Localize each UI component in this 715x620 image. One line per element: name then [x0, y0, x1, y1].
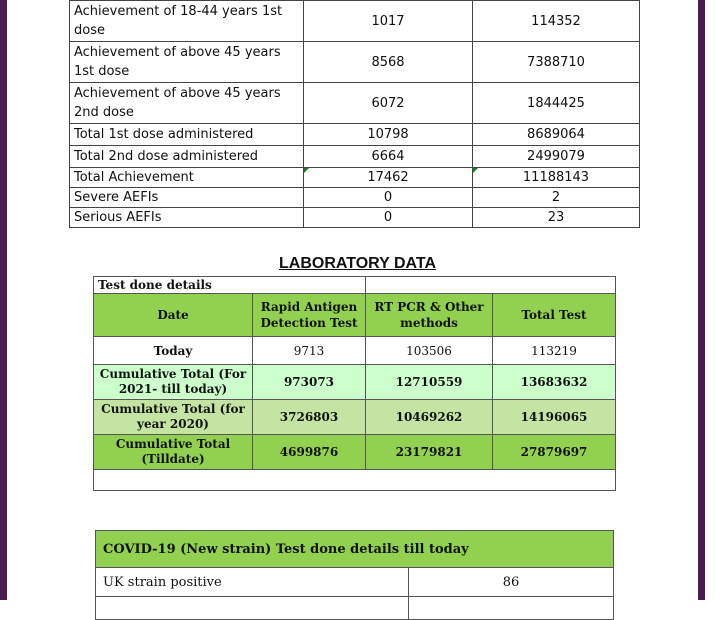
table-row	[94, 435, 616, 470]
row-label: UK strain positive	[96, 568, 409, 597]
new-strain-title: COVID-19 (New strain) Test done details till today	[96, 531, 614, 568]
table-row	[94, 400, 616, 435]
row-value-cumulative: 1844425	[473, 83, 640, 124]
table-row	[94, 365, 616, 400]
header-rapid-antigen: Rapid Antigen Detection Test	[253, 294, 366, 337]
table-caption-row	[94, 277, 616, 294]
table-row	[70, 124, 640, 146]
table-row	[70, 168, 640, 188]
laboratory-table	[93, 276, 616, 491]
row-value-today: 0	[304, 208, 473, 228]
test-done-caption: Test done details	[94, 277, 366, 294]
row-value-today: 17462	[304, 168, 473, 188]
row-value-cumulative: 23	[473, 208, 640, 228]
vaccination-table	[69, 0, 640, 228]
row-label: Achievement of above 45 years 2nd dose	[70, 83, 304, 124]
table-row	[94, 337, 616, 365]
empty-cell	[94, 470, 616, 491]
row-value-today: 0	[304, 188, 473, 208]
table-row	[70, 42, 640, 83]
row-label: Total Achievement	[70, 168, 304, 188]
table-header-row	[94, 294, 616, 337]
table-empty-row	[94, 470, 616, 491]
row-value-cumulative: 2499079	[473, 146, 640, 168]
header-rtpcr: RT PCR & Other methods	[366, 294, 493, 337]
table-row	[70, 208, 640, 228]
row-label: Total 1st dose administered	[70, 124, 304, 146]
new-strain-table	[95, 530, 614, 620]
table-row	[70, 83, 640, 124]
rapid-value: 9713	[253, 337, 366, 365]
row-value-cumulative: 2	[473, 188, 640, 208]
row-value-today: 10798	[304, 124, 473, 146]
row-value-today: 1017	[304, 1, 473, 42]
rtpcr-value: 23179821	[366, 435, 493, 470]
row-value-cumulative: 114352	[473, 1, 640, 42]
page-border-left	[0, 0, 7, 600]
rapid-value: 973073	[253, 365, 366, 400]
table-row	[70, 146, 640, 168]
header-total-test: Total Test	[493, 294, 616, 337]
caption-blank	[366, 277, 616, 294]
row-value: 86	[409, 568, 614, 597]
row-value-cumulative: 7388710	[473, 42, 640, 83]
row-label: Achievement of 18-44 years 1st dose	[70, 1, 304, 42]
rtpcr-value: 12710559	[366, 365, 493, 400]
row-label: Today	[94, 337, 253, 365]
table-row	[96, 568, 614, 597]
table-row	[70, 1, 640, 42]
header-date: Date	[94, 294, 253, 337]
rapid-value: 3726803	[253, 400, 366, 435]
total-value: 14196065	[493, 400, 616, 435]
row-label: Serious AEFIs	[70, 208, 304, 228]
row-label: Cumulative Total (For 2021- till today)	[94, 365, 253, 400]
row-label: Cumulative Total (for year 2020)	[94, 400, 253, 435]
page-border-right	[698, 0, 705, 600]
row-label: Cumulative Total (Tilldate)	[94, 435, 253, 470]
total-value: 27879697	[493, 435, 616, 470]
rtpcr-value: 10469262	[366, 400, 493, 435]
table-row	[70, 188, 640, 208]
row-value-cumulative: 8689064	[473, 124, 640, 146]
rtpcr-value: 103506	[366, 337, 493, 365]
row-value-cumulative: 11188143	[473, 168, 640, 188]
row-value-today: 6664	[304, 146, 473, 168]
row-label: Severe AEFIs	[70, 188, 304, 208]
row-label: Achievement of above 45 years 1st dose	[70, 42, 304, 83]
table-header-row	[96, 531, 614, 568]
laboratory-data-title: LABORATORY DATA	[278, 255, 437, 272]
row-value-today: 6072	[304, 83, 473, 124]
total-value: 13683632	[493, 365, 616, 400]
row-label: Total 2nd dose administered	[70, 146, 304, 168]
row-value-today: 8568	[304, 42, 473, 83]
rapid-value: 4699876	[253, 435, 366, 470]
total-value: 113219	[493, 337, 616, 365]
